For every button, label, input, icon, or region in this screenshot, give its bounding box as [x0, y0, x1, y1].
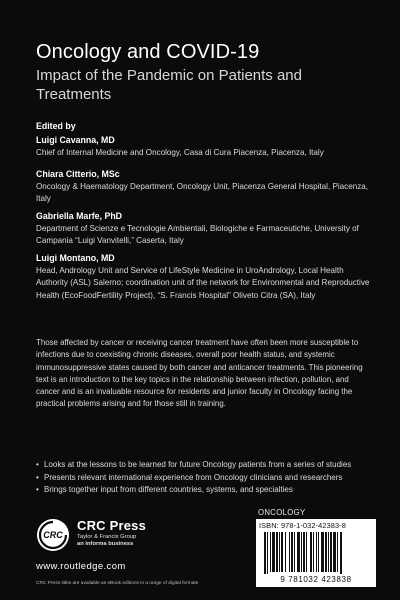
edited-by-label: Edited by	[36, 121, 76, 131]
feature-bullet-list	[36, 459, 376, 497]
barcode-icon	[262, 532, 370, 574]
isbn-label: ISBN: 978-1-032-42383-8	[259, 521, 346, 530]
subject-category: ONCOLOGY	[258, 508, 306, 517]
editor-affiliation: Head, Andrology Unit and Service of LifeStyle Medicine in UroAndrology, Local Health Authority (ASL) Salerno; coordination unit of the network for Environmental and Reproductive Health (EcoFoodFertility Project), “S. Francis Hospital” Oliveto Citra (SA), Italy	[36, 266, 370, 300]
publisher-group: Taylor & Francis Group	[77, 534, 137, 540]
book-description: Those affected by cancer or receiving cancer treatment have often been more susceptible to infections due to coexisting chronic diseases, overall poor health status, and systemic immunosuppressive states caused by both cancer and anticancer treatments. This pioneering text is an introduction to the key topics in the relationship between infection, pollution, and cancer and is an invaluable resource for residents and junior faculty in Oncology facing the practical problems arising and for those still in training.	[36, 338, 363, 409]
publisher-logo	[36, 518, 196, 554]
book-title: Oncology and COVID-19	[36, 41, 260, 63]
feature-bullet: • Brings together input from different countries, systems, and specialties	[36, 484, 376, 496]
barcode-digits: 9 781032 423838	[280, 575, 352, 584]
publisher-name: CRC Press	[77, 518, 146, 533]
editor-2	[36, 168, 376, 206]
editor-name: Chiara Citterio, MSc	[36, 169, 120, 179]
editor-affiliation: Department of Scienze e Tecnologie Ambientali, Biologiche e Farmaceutiche, University of Campania “Luigi Vanvitelli,” Caserta, Italy	[36, 224, 359, 246]
editor-affiliation: Oncology & Haematology Department, Oncology Unit, Piacenza General Hospital, Piacenza, Italy	[36, 182, 369, 204]
ebook-footnote: CRC Press titles are available as eBook editions in a range of digital formats	[36, 581, 199, 586]
isbn-barcode	[256, 519, 376, 587]
editor-3	[36, 210, 376, 248]
editor-name: Luigi Montano, MD	[36, 253, 115, 263]
svg-text:CRC: CRC	[43, 530, 63, 540]
book-subtitle: Impact of the Pandemic on Patients and Treatments	[36, 67, 302, 103]
editor-affiliation: Chief of Internal Medicine and Oncology, Casa di Cura Piacenza, Piacenza, Italy	[36, 148, 324, 157]
feature-bullet: • Looks at the lessons to be learned for future Oncology patients from a series of studies	[36, 459, 376, 471]
editor-name: Luigi Cavanna, MD	[36, 135, 115, 145]
editor-1	[36, 134, 376, 159]
publisher-tagline: an informa business	[77, 541, 134, 547]
crc-press-logo-icon	[36, 518, 70, 552]
publisher-website: www.routledge.com	[36, 561, 126, 572]
feature-bullet: • Presents relevant international experience from Oncology clinicians and researchers	[36, 472, 376, 484]
editor-4	[36, 252, 376, 302]
editor-name: Gabriella Marfe, PhD	[36, 211, 123, 221]
